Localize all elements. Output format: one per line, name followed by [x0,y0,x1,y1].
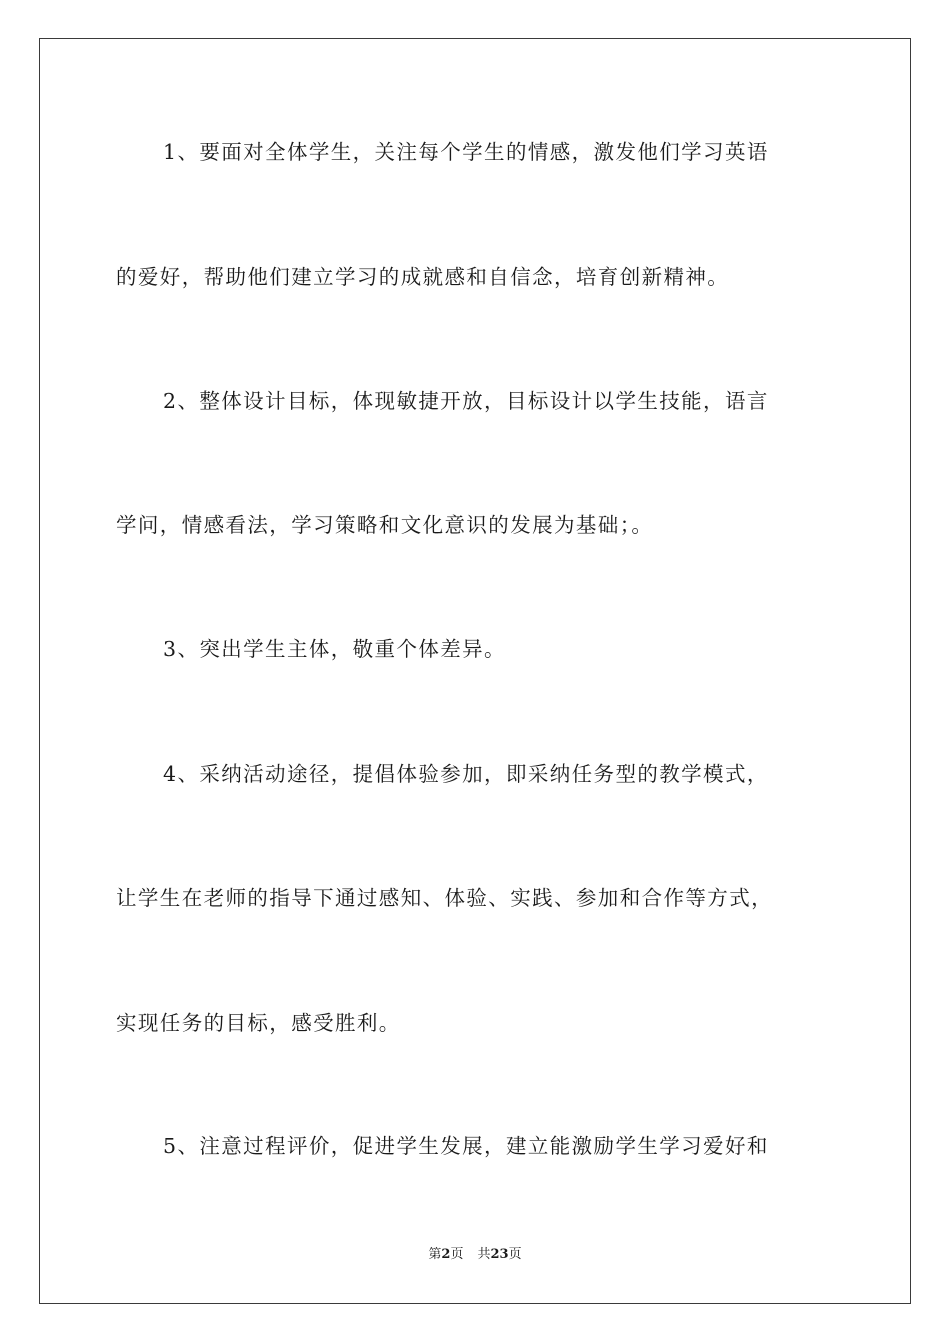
footer-page-suffix: 页 [450,1247,464,1262]
footer-total-suffix: 页 [508,1247,522,1262]
footer-page-number: 2 [441,1247,451,1262]
paragraph-4-line-1: 4、采纳活动途径，提倡体验参加，即采纳任务型的教学模式， [163,762,769,786]
paragraph-2-line-2: 学问，情感看法，学习策略和文化意识的发展为基础；。 [116,513,654,537]
paragraph-5-line-1: 5、注意过程评价，促进学生发展，建立能激励学生学习爱好和 [163,1134,769,1158]
page-footer [0,1247,950,1263]
paragraph-1-line-2: 的爱好，帮助他们建立学习的成就感和自信念，培育创新精神。 [116,265,730,289]
paragraph-3-line-1: 3、突出学生主体，敬重个体差异。 [163,637,506,661]
page-border [39,38,911,1304]
paragraph-2-line-1: 2、整体设计目标，体现敏捷开放，目标设计以学生技能，语言 [163,389,769,413]
paragraph-4-line-3: 实现任务的目标，感受胜利。 [116,1011,401,1035]
paragraph-1-line-1: 1、要面对全体学生，关注每个学生的情感，激发他们学习英语 [163,140,769,164]
footer-total-pages: 23 [490,1247,509,1262]
footer-page-prefix: 第 [428,1247,442,1262]
paragraph-4-line-2: 让学生在老师的指导下通过感知、体验、实践、参加和合作等方式， [116,886,773,910]
footer-total-prefix: 共 [477,1247,491,1262]
